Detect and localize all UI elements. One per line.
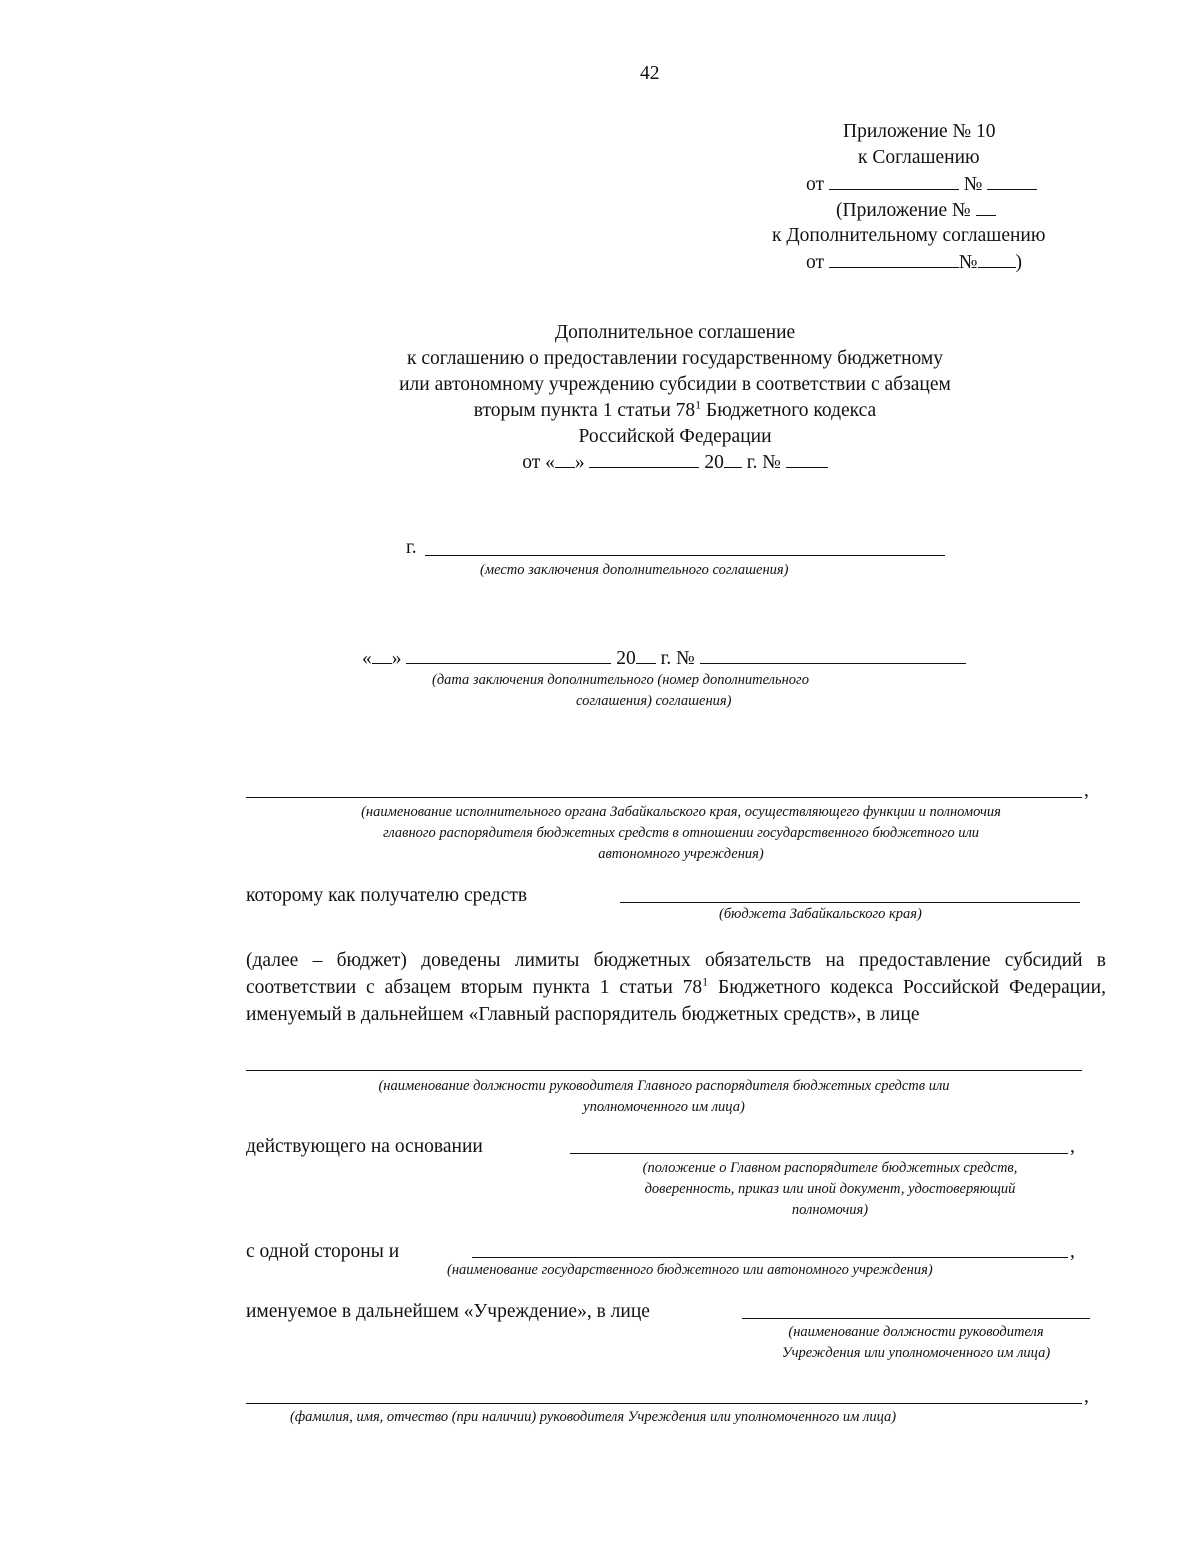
title-line-2: к соглашению о предоставлении государственному бюджетному — [407, 348, 943, 369]
organ-comma: , — [1084, 780, 1089, 801]
one-side-comma: , — [1070, 1241, 1075, 1262]
date-blank — [829, 173, 959, 190]
page-number: 42 — [640, 63, 660, 84]
basis-comma: , — [1070, 1136, 1075, 1157]
fio-comma: , — [1084, 1386, 1089, 1407]
basis-label: действующего на основании — [246, 1136, 483, 1157]
recipient-line — [620, 902, 1080, 903]
one-side-line — [472, 1257, 1068, 1258]
number-blank — [978, 251, 1016, 268]
head-position-line — [246, 1070, 1082, 1071]
place-g-label: г. — [406, 537, 417, 558]
title-date-row: от « » 20 г. № — [300, 450, 1050, 476]
number-blank — [976, 199, 996, 216]
title-line-4: вторым пункта 1 статьи $78^1$ Бюджетного кодекса — [473, 397, 877, 421]
place-caption: (место заключения дополнительного соглашения) — [480, 562, 789, 578]
ot-label: от — [806, 174, 825, 195]
main-paragraph: (далее – бюджет) доведены лимиты бюджетных обязательств на предоставление субсидий в соответствии с абзацем вторым пункта 1 статьи $78^1$ Бюджетного кодекса Российской Федерации, именуемый в дальнейшем «Главный распорядитель бюджетных средств», в лице — [246, 950, 1106, 1025]
head-position-caption: (наименование должности руководителя Главного распорядителя бюджетных средств или уполномоченного им лица) — [378, 1078, 950, 1115]
appendix-supp-agreement: к Дополнительному соглашению — [772, 225, 1046, 246]
number-blank — [987, 173, 1037, 190]
title-line-1: Дополнительное соглашение — [554, 322, 796, 343]
appendix-supp-date-row: от № ) — [806, 252, 1022, 273]
place-line — [425, 555, 945, 556]
title-line-5: Российской Федерации — [578, 426, 772, 447]
basis-caption: (положение о Главном распорядителе бюджетных средств, доверенность, приказ или иной документ, удостоверяющий полномочия) — [642, 1160, 1018, 1218]
appendix-title: Приложение № 10 — [843, 121, 996, 142]
appendix-date-row — [806, 173, 1037, 196]
recipient-label: которому как получателю средств — [246, 885, 528, 906]
number-sign: № — [963, 174, 983, 195]
number-blank — [700, 647, 966, 664]
basis-line — [570, 1153, 1068, 1154]
one-side-caption: (наименование государственного бюджетного или автономного учреждения) — [447, 1262, 933, 1278]
date-blank — [829, 251, 959, 268]
one-side-label: с одной стороны и — [246, 1241, 400, 1262]
date-row: « » 20 г. № — [362, 647, 966, 670]
organ-line — [246, 797, 1082, 798]
fio-line — [246, 1403, 1082, 1404]
institution-line — [742, 1318, 1090, 1319]
appendix-to-agreement: к Соглашению — [858, 147, 980, 168]
institution-caption: (наименование должности руководителя Учреждения или уполномоченного им лица) — [781, 1324, 1051, 1361]
institution-label: именуемое в дальнейшем «Учреждение», в лице — [246, 1301, 650, 1322]
date-caption-1: (дата заключения дополнительного (номер дополнительного — [432, 672, 809, 688]
organ-caption: (наименование исполнительного органа Забайкальского края, осуществляющего функции и полномочия главного распорядителя бюджетных средств в отношении государственного бюджетного или автономного учреждения) — [361, 804, 1001, 862]
document-title — [300, 320, 1050, 476]
fio-caption: (фамилия, имя, отчество (при наличии) руководителя Учреждения или уполномоченного им лица) — [290, 1409, 897, 1425]
appendix-supp-number: (Приложение № — [836, 199, 996, 222]
recipient-caption: (бюджета Забайкальского края) — [719, 906, 922, 922]
date-caption-2: соглашения) соглашения) — [576, 693, 732, 709]
title-line-3: или автономному учреждению субсидии в соответствии с абзацем — [399, 374, 951, 395]
date-blank — [406, 647, 611, 664]
